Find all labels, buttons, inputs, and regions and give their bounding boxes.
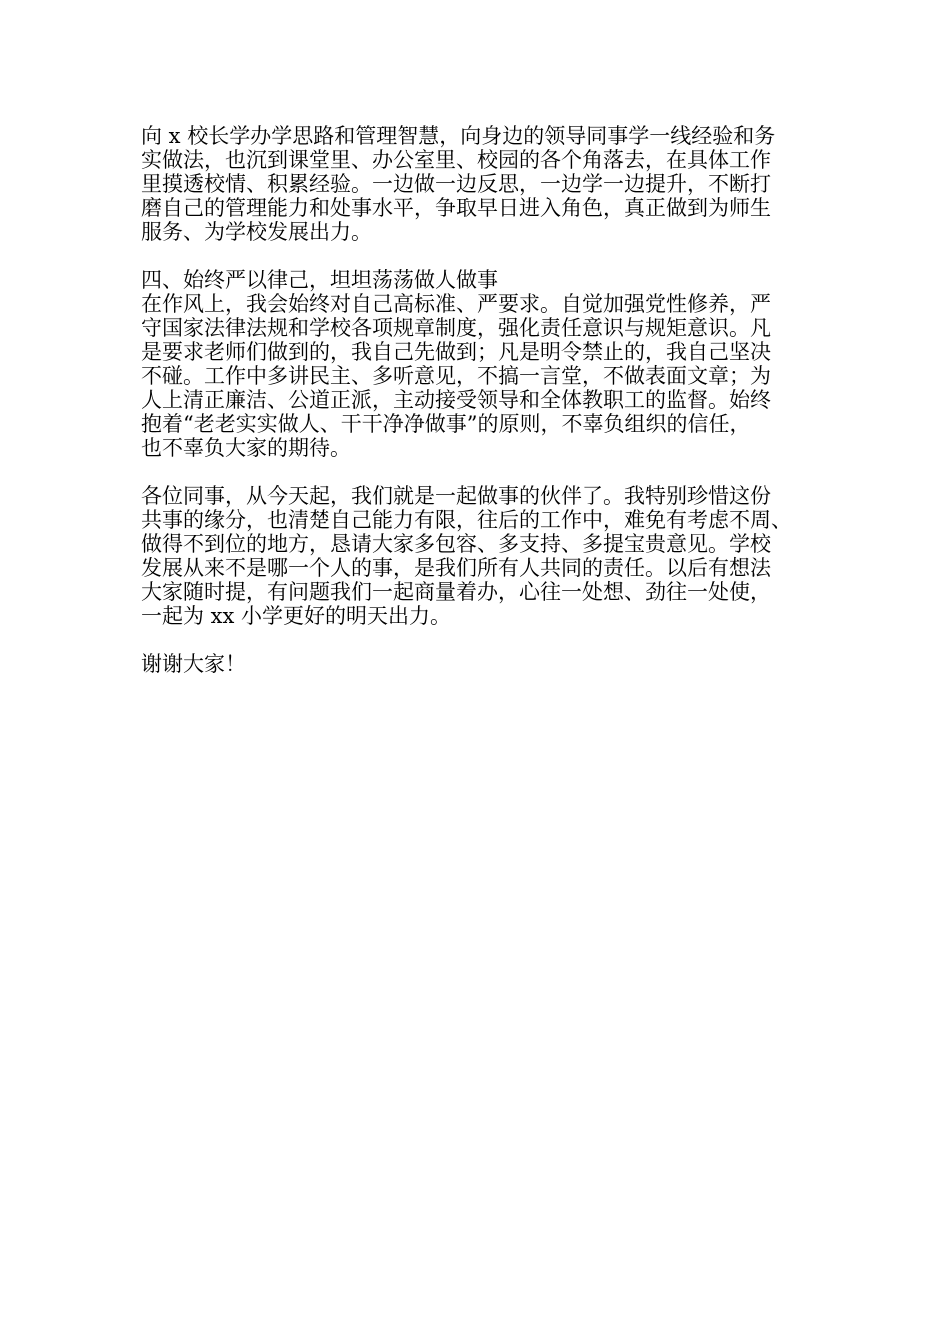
- paragraph-gap: [141, 244, 831, 268]
- paragraph-gap: [141, 460, 831, 484]
- paragraph-gap: [141, 628, 831, 652]
- text-line: 不碰。工作中多讲民主、多听意见，不搞一言堂，不做表面文章；为: [141, 364, 771, 388]
- text-line: 一起为 xx 小学更好的明天出力。: [141, 604, 452, 628]
- document-body: [141, 124, 831, 676]
- text-line: 向 x 校长学办学思路和管理智慧，向身边的领导同事学一线经验和务: [141, 124, 776, 148]
- text-line: 做得不到位的地方，恳请大家多包容、多支持、多提宝贵意见。学校: [141, 532, 771, 556]
- paragraph-colleagues: [141, 484, 831, 628]
- paragraph-self-discipline: [141, 292, 831, 460]
- text-line: 人上清正廉洁、公道正派，主动接受领导和全体教职工的监督。始终: [141, 388, 771, 412]
- text-line: 里摸透校情、积累经验。一边做一边反思，一边学一边提升，不断打: [141, 172, 771, 196]
- text-line: 磨自己的管理能力和处事水平，争取早日进入角色，真正做到为师生: [141, 196, 771, 220]
- text-line: 各位同事，从今天起，我们就是一起做事的伙伴了。我特别珍惜这份: [141, 484, 771, 508]
- text-line: 是要求老师们做到的，我自己先做到；凡是明令禁止的，我自己坚决: [141, 340, 771, 364]
- text-line: 实做法，也沉到课堂里、办公室里、校园的各个角落去，在具体工作: [141, 148, 771, 172]
- text-line: 共事的缘分，也清楚自己能力有限，往后的工作中，难免有考虑不周、: [141, 508, 792, 532]
- paragraph-learning-plan: [141, 124, 831, 244]
- text-line: 守国家法律法规和学校各项规章制度，强化责任意识与规矩意识。凡: [141, 316, 771, 340]
- text-line: 抱着“老老实实做人、干干净净做事”的原则，不辜负组织的信任，: [141, 412, 751, 436]
- text-line: 服务、为学校发展出力。: [141, 220, 372, 244]
- text-line: 在作风上，我会始终对自己高标准、严要求。自觉加强党性修养，严: [141, 292, 771, 316]
- section-heading: 四、始终严以律己，坦坦荡荡做人做事: [141, 268, 498, 292]
- closing-remark: 谢谢大家！: [141, 652, 246, 676]
- text-line: 也不辜负大家的期待。: [141, 436, 351, 460]
- text-line: 发展从来不是哪一个人的事，是我们所有人共同的责任。以后有想法: [141, 556, 771, 580]
- text-line: 大家随时提，有问题我们一起商量着办，心往一处想、劲往一处使，: [141, 580, 771, 604]
